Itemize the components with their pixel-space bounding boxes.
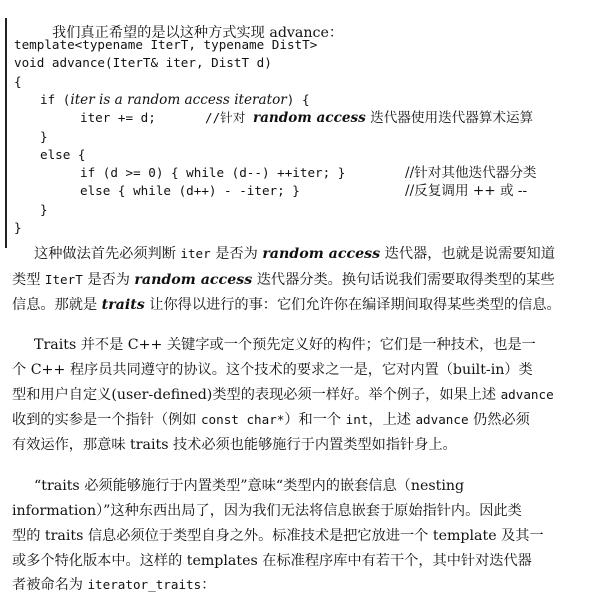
code-line-7: else { xyxy=(40,147,86,162)
p3-line-2: information）”这种东西出局了，因为我们无法将信息嵌套于原始指针内。因此类 xyxy=(12,503,522,519)
code-line-8: if (d >= 0) { while (d--) ++iter; } xyxy=(80,165,346,180)
p1-term-random-access: random access xyxy=(262,246,381,262)
code-comment-rest: 迭代器使用迭代器算术运算 xyxy=(365,110,534,126)
p1-term-traits: traits xyxy=(101,297,145,313)
p1-text: 迭代器，也就是说需要知道 xyxy=(380,246,555,262)
p1-line-3 xyxy=(12,296,561,314)
p1-text: 是否为 xyxy=(82,272,135,288)
p2-code-advance: advance xyxy=(500,387,554,402)
intro-text: 我们真正希望的是以这种方式实现 advance： xyxy=(52,25,344,41)
p1-text: 信息。那就是 xyxy=(12,297,102,313)
p2-line-5: 有效运作，那意味 traits 技术必须也能够施行于内置类型如指针身上。 xyxy=(12,437,457,453)
p2-line-3 xyxy=(12,386,554,404)
p2-line-4 xyxy=(12,411,530,429)
code-line-9: else { while (d++) - -iter; } xyxy=(80,183,300,198)
p3-text: ： xyxy=(201,577,216,593)
code-line-2: void advance(IterT& iter, DistT d) xyxy=(14,55,272,70)
code-margin-rule xyxy=(5,18,7,248)
p2-text: 仍然必须 xyxy=(468,412,530,428)
p1-text: 迭代器分类。换句话说我们需要取得类型的某些 xyxy=(252,272,555,288)
p3-line-1: “traits 必须能够施行于内置类型”意味“类型内的嵌套信息（nesting xyxy=(34,478,465,494)
p1-code-itert: IterT xyxy=(44,272,83,287)
p3-line-4: 或多个特化版本中。这样的 templates 在标准程序库中有若干个，其中针对迭代器 xyxy=(12,553,532,569)
code-line-6: } xyxy=(40,129,48,144)
p2-line-1: Traits 并不是 C++ 关键字或一个预先定义好的构件；它们是一种技术，也是一 xyxy=(34,337,536,353)
p1-line-1 xyxy=(34,245,555,263)
code-line-11: } xyxy=(14,220,22,235)
code-comment-prefix: //针对 xyxy=(205,110,253,125)
code-line-4 xyxy=(40,91,310,109)
code-increment: iter += d; xyxy=(80,110,156,125)
p1-line-2 xyxy=(12,271,555,289)
code-if-close: ) { xyxy=(286,92,310,107)
p2-code-advance: advance xyxy=(415,412,469,427)
p3-line-3: 型的 traits 信息必须位于类型自身之外。标准技术是把它放进一个 template 及其一 xyxy=(12,528,544,544)
code-line-3: { xyxy=(14,74,22,89)
p3-code-iterator-traits: iterator_traits xyxy=(87,577,202,592)
p3-line-5 xyxy=(12,576,215,594)
p2-line-2: 个 C++ 程序员共同遵守的协议。这个技术的要求之一是，它对内置（built-in）类 xyxy=(12,362,533,378)
code-if-condition: iter is a random access iterator xyxy=(70,92,287,108)
code-line-9-comment: //反复调用 ++ 或 -- xyxy=(405,183,528,199)
code-comment-random-access: random access xyxy=(252,110,366,126)
p1-text: 让你得以进行的事：它们允许你在编译期间取得某些类型的信息。 xyxy=(144,297,561,313)
p2-text: 型和用户自定义(user-defined)类型的表现必须一样好。举个例子，如果上述 xyxy=(12,387,501,403)
p2-code-int: int xyxy=(345,412,369,427)
p3-text: 者被命名为 xyxy=(12,577,88,593)
p1-term-random-access: random access xyxy=(134,272,253,288)
p1-text: 是否为 xyxy=(210,246,263,262)
p1-code-iter: iter xyxy=(180,246,211,261)
code-line-5-comment xyxy=(205,109,533,127)
code-line-8-comment: //针对其他迭代器分类 xyxy=(405,165,537,181)
code-line-5 xyxy=(80,109,156,127)
p2-text: ）和一个 xyxy=(284,412,346,428)
p1-text: 类型 xyxy=(12,272,45,288)
p2-text: 收到的实参是一个指针（例如 xyxy=(12,412,201,428)
p1-text: 这种做法首先必须判断 xyxy=(34,246,181,262)
code-line-10: } xyxy=(40,202,48,217)
p2-text: ，上述 xyxy=(368,412,416,428)
p2-code-const-char: const char* xyxy=(200,412,285,427)
code-line-1: template<typename IterT, typename DistT> xyxy=(14,37,318,52)
code-if-open: if ( xyxy=(40,92,71,107)
